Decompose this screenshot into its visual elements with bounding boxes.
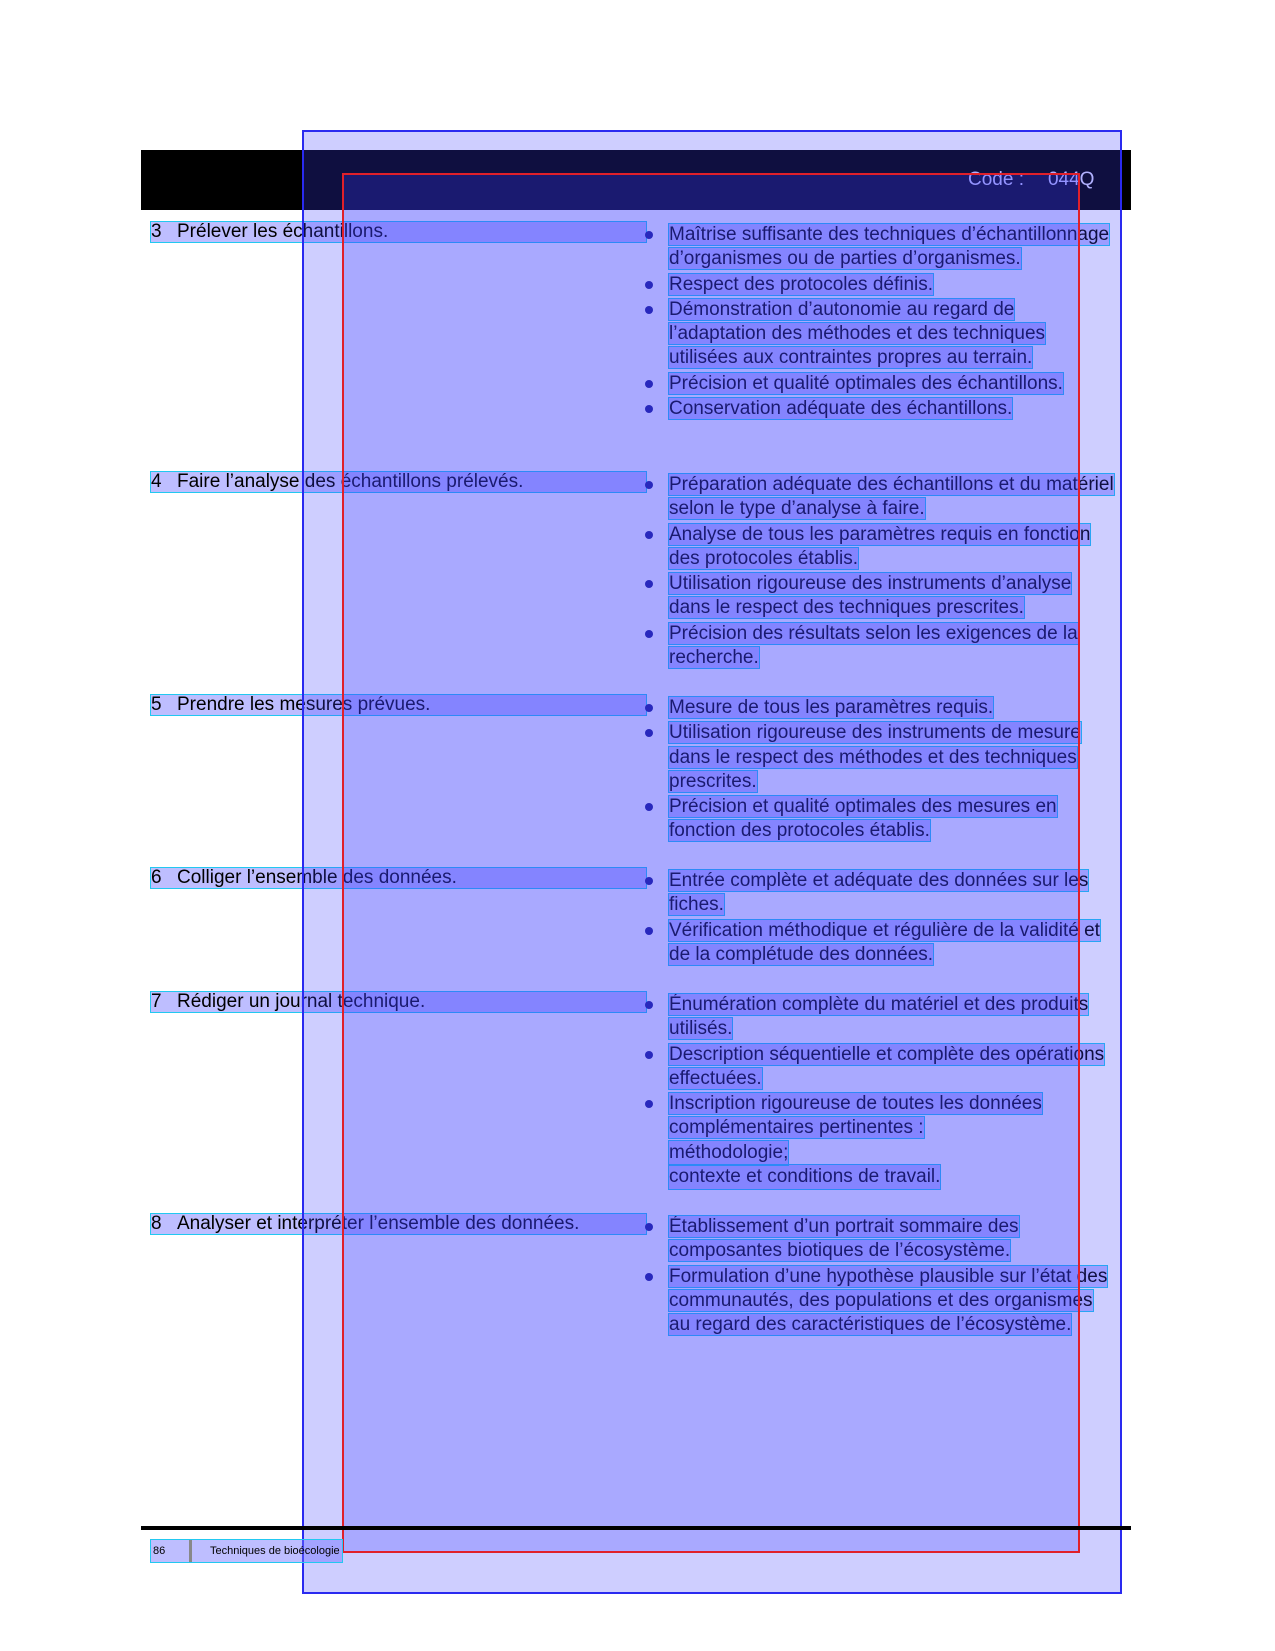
list-item: Précision et qualité optimales des échantillons.: [645, 372, 1115, 396]
performance-criteria-3: [645, 223, 1115, 422]
list-item: Vérification méthodique et régulière de la validité et de la complétude des données.: [645, 919, 1115, 968]
list-item: Préparation adéquate des échantillons et du matériel selon le type d’analyse à faire.: [645, 473, 1115, 522]
footer-separator: [189, 1540, 192, 1562]
list-item: Mesure de tous les paramètres requis.: [645, 696, 1115, 720]
footer-rule: [141, 1526, 1131, 1530]
list-item: Conservation adéquate des échantillons.: [645, 397, 1115, 421]
criterion-5: [151, 695, 646, 715]
criterion-4: [151, 472, 646, 492]
list-item: Établissement d’un portrait sommaire des composantes biotiques de l’écosystème.: [645, 1215, 1115, 1264]
code-value: 044Q: [1047, 169, 1095, 190]
criterion-7: [151, 992, 646, 1012]
list-item: Démonstration d’autonomie au regard de l’adaptation des méthodes et des techniques utilisées aux contraintes propres au terrain.: [645, 298, 1115, 371]
performance-criteria-8: [645, 1215, 1115, 1338]
sub-item: contexte et conditions de travail.: [669, 1165, 940, 1189]
sub-list: [669, 1141, 1115, 1190]
criterion-title: Rédiger un journal technique.: [177, 991, 426, 1012]
list-item: Entrée complète et adéquate des données sur les fiches.: [645, 869, 1115, 918]
criterion-number: 5: [151, 694, 162, 715]
criterion-number: 3: [151, 221, 162, 242]
criterion-3: [151, 222, 646, 242]
performance-criteria-6: [645, 869, 1115, 968]
criterion-title: Analyser et interpréter l’ensemble des données.: [177, 1213, 580, 1234]
criterion-title: Prélever les échantillons.: [177, 221, 389, 242]
list-item: Précision des résultats selon les exigences de la recherche.: [645, 622, 1115, 671]
list-item: Inscription rigoureuse de toutes les données complémentaires pertinentes : méthodologie; contexte et conditions de travail.: [645, 1092, 1115, 1189]
criterion-number: 6: [151, 867, 162, 888]
list-item: Énumération complète du matériel et des produits utilisés.: [645, 993, 1115, 1042]
footer: [151, 1540, 342, 1562]
code-prefix: Code :: [968, 169, 1024, 190]
criterion-6: [151, 868, 646, 888]
list-item: Description séquentielle et complète des opérations effectuées.: [645, 1043, 1115, 1092]
performance-criteria-5: [645, 696, 1115, 845]
list-item: Analyse de tous les paramètres requis en fonction des protocoles établis.: [645, 523, 1115, 572]
criterion-number: 8: [151, 1213, 162, 1234]
list-item: Précision et qualité optimales des mesures en fonction des protocoles établis.: [645, 795, 1115, 844]
criterion-number: 7: [151, 991, 162, 1012]
list-item: Maîtrise suffisante des techniques d’échantillonnage d’organismes ou de parties d’organismes.: [645, 223, 1115, 272]
list-item: Utilisation rigoureuse des instruments d’analyse dans le respect des techniques prescrites.: [645, 572, 1115, 621]
page-number: 86: [153, 1544, 166, 1557]
list-item: Formulation d’une hypothèse plausible sur l’état des communautés, des populations et des organismes au regard des caractéristiques de l’écosystème.: [645, 1265, 1115, 1338]
performance-criteria-4: [645, 473, 1115, 671]
performance-criteria-7: [645, 993, 1115, 1190]
criterion-title: Colliger l’ensemble des données.: [177, 867, 457, 888]
footer-title: Techniques de bioécologie: [210, 1544, 340, 1557]
criterion-title: Prendre les mesures prévues.: [177, 694, 431, 715]
list-item: Utilisation rigoureuse des instruments de mesure dans le respect des méthodes et des techniques prescrites.: [645, 721, 1115, 794]
sub-item: méthodologie;: [669, 1141, 788, 1165]
criterion-8: [151, 1214, 646, 1234]
criterion-number: 4: [151, 471, 162, 492]
list-item: Respect des protocoles définis.: [645, 273, 1115, 297]
criterion-title: Faire l’analyse des échantillons prélevés.: [177, 471, 524, 492]
